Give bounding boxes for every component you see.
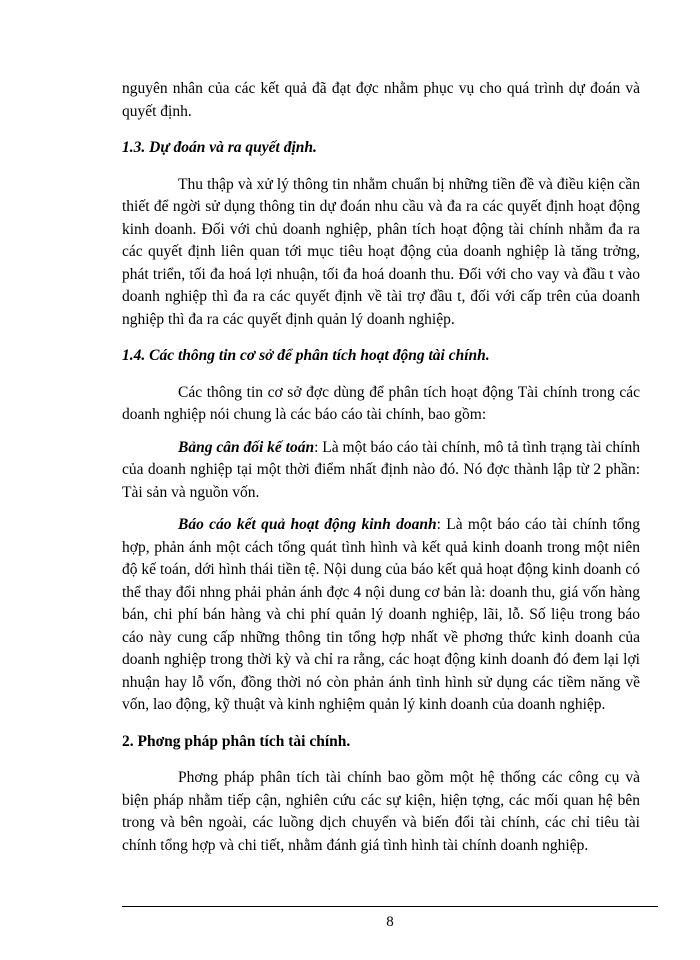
section-heading-1-3: 1.3. Dự đoán và ra quyết định. bbox=[122, 139, 317, 156]
balance-sheet-paragraph bbox=[122, 437, 640, 505]
balance-sheet-term: Bảng cân đối kế toán bbox=[178, 438, 315, 456]
section-heading-2: 2. Phơng pháp phân tích tài chính. bbox=[122, 732, 351, 750]
section-2-paragraph: Phơng pháp phân tích tài chính bao gồm một hệ thống các công cụ và biện pháp nhằm tiếp cận, nghiên cứu các sự kiện, hiện tợng, các mối quan hệ bên trong và bên ngoài, các luồng dịch chuyển và biến đổi tài chính, các chỉ tiêu tài chính tổng hợp và chi tiết, nhằm đánh giá tình hình tài chính doanh nghiệp. bbox=[122, 769, 640, 854]
income-statement-paragraph bbox=[122, 514, 640, 717]
document-body bbox=[122, 78, 640, 857]
page-number: 8 bbox=[386, 914, 394, 930]
section-1-4-paragraph: Các thông tin cơ sở đợc dùng để phân tích hoạt động Tài chính trong các doanh nghiệp nói chung là các báo cáo tài chính, bao gồm: bbox=[122, 383, 640, 423]
income-statement-text: : Là một báo cáo tài chính tổng hợp, phản ánh một cách tổng quát tình hình và kết quả kinh doanh trong một niên độ kế toán, dới hình thái tiền tệ. Nội dung của báo kết quả hoạt động kinh doanh có thể thay đổi nhng phải phản ánh đợc 4 nội dung cơ bản là: doanh thu, giá vốn hàng bán, chi phí bán hàng và chi phí quản lý doanh nghiệp, lãi, lỗ. Số liệu trong báo cáo này cung cấp những thông tin tổng hợp nhất về phơng thức kinh doanh của doanh nghiệp trong thời kỳ và chỉ ra rằng, các hoạt động kinh doanh đó đem lại lợi nhuận hay lỗ vốn, đồng thời nó còn phản ánh tình hình sử dụng các tiềm năng về vốn, lao động, kỹ thuật và kinh nghiệm quản lý kinh doanh của doanh nghiệp. bbox=[122, 516, 641, 713]
income-statement-term: Báo cáo kết quả hoạt động kinh doanh bbox=[178, 516, 437, 533]
intro-paragraph: nguyên nhân của các kết quả đã đạt đợc nhằm phục vụ cho quá trình dự đoán và quyết định. bbox=[122, 80, 640, 120]
footer-divider bbox=[122, 906, 658, 907]
section-heading-1-4: 1.4. Các thông tin cơ sở để phân tích hoạt động tài chính. bbox=[122, 347, 490, 364]
section-1-3-paragraph: Thu thập và xử lý thông tin nhằm chuẩn bị những tiền đề và điều kiện cần thiết để ngời sử dụng thông tin dự đoán nhu cầu và đa ra các quyết định hoạt động kinh doanh. Đối với chủ doanh nghiệp, phân tích hoạt động tài chính nhằm đa ra các quyết định liên quan tới mục tiêu hoạt động của doanh nghiệp là tăng trởng, phát triển, tối đa hoá lợi nhuận, tối đa hoá doanh thu. Đối với cho vay và đầu t vào doanh nghiệp thì đa ra các quyết định về tài trợ đầu t, đối với cấp trên của doanh nghiệp thì đa ra các quyết định quản lý doanh nghiệp. bbox=[122, 175, 640, 328]
balance-sheet-text: : Là một báo cáo tài chính, mô tả tình trạng tài chính của doanh nghiệp tại một thời điểm nhất định nào đó. Nó đợc thành lập từ 2 phần: Tài sản và nguồn vốn. bbox=[122, 438, 640, 501]
